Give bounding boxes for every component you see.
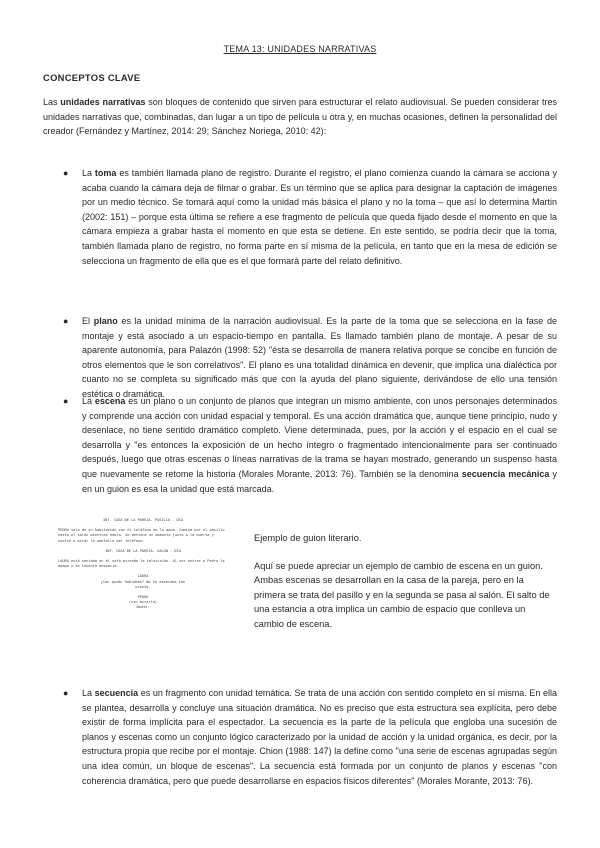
plano-text-end: es la unidad mínima de la narración audiovisual. Es la parte de la toma que se selecciona en la fase de montaje y está asociado a un espacio-tiempo en pantalla. Es llamado también plano de montaje. A pesar de su aparente autonomía, para Palazón (1998: 52) "ésta se desarrolla de manera relativa porque se concibe en función de otros elementos que le son correlativos". El plano es una totalidad dinámica en devenir, que implica una dialéctica por cuanto no se completa su significado más que con la ayuda del plano siguiente, derivándose de ello una tensión estética o dramática. <box>82 316 557 399</box>
secuencia-text-end: es un fragmento con unidad temática. Se trata de una acción con sentido completo en sí misma. En ella se plantea, desarrolla y concluye una situación dramática. No es preciso que esta estructura sea explícita, pero debe existir de forma implícita para el espectador. La secuencia es la parte de la película que engloba una sucesión de planos y escenas como un conjunto lógico caracterizado por la unidad de acción y la unidad orgánica, es decir, por la estructura propia que recibe por el montaje. Chion (1988: 147) la define como "una serie de escenas agrupadas según una idea común, un bloque de escenas". La secuencia está formada por un conjunto de planos y escenas "con coherencia dramática, pero que puede desarrollarse en espacios físicos diferentes" (Morales Morante, 2013: 76). <box>82 688 557 786</box>
toma-text-end: es también llamada plano de registro. Durante el registro, el plano comienza cuando la cámara se acciona y acaba cuando la cámara deja de filmar o grabar. Es un término que se aplica para designar la captación de imágenes por un medio técnico. Se tomará aquí como la unidad más básica el plano y no la toma – que así lo determina Martin (2002: 151) – porque esta última se refiere a ese fragmento de película que queda fijado desde el momento en que la cámara empieza a grabar hasta el momento en que esta se detiene. En este sentido, se podría decir que la toma, también llamada plano de registro, no forma parte en sí misma de la película, en tanto que en la mesa de edición se selecciona un fragmento de ella que es el que formará parte del relato definitivo. <box>82 168 557 266</box>
script-parenthetical-2: (sin mirarla) <box>128 600 158 605</box>
script-action-2: LAURA está sentada en el sofá mirando la televisión. Al ver entrar a Pedro la apaga y se levanta despacio. <box>58 559 225 569</box>
escena-text-start: La <box>82 396 95 406</box>
toma-term: toma <box>94 168 117 178</box>
escena-term: escena <box>94 396 126 406</box>
script-dialogue-1: ¿Con quién hablabas? No te esperaba tan pronto. <box>100 579 186 589</box>
example-description: Aquí se puede apreciar un ejemplo de cambio de escena en un guion. Ambas escenas se desarrollan en la casa de la pareja, pero en la primera se trata del pasillo y en la segunda se pasa al salón. El salto de una estancia a otra implica un cambio de espacio que conlleva un cambio de escena. <box>254 561 550 629</box>
secuencia-paragraph <box>82 686 557 788</box>
section-heading: CONCEPTOS CLAVE <box>43 72 141 83</box>
example-caption: Ejemplo de guion literario. <box>254 533 362 543</box>
script-dialogue-2: Nadie. <box>136 605 150 610</box>
script-example-image <box>58 518 228 678</box>
bullet-plano: ● <box>63 316 69 326</box>
bullet-secuencia: ● <box>63 688 69 698</box>
script-character-1: LAURA <box>137 574 149 579</box>
plano-paragraph <box>82 314 557 402</box>
intro-text-end: son bloques de contenido que sirven para estructurar el relato audiovisual. Se pueden considerar tres unidades narrativas que, combinadas, dan lugar a un tipo de película u otra y, en muchas ocasiones, definen la personalidad del creador (Fernández y Martínez, 2014: 29; Sánchez Noriega, 2010: 42): <box>43 97 557 137</box>
script-scene-heading-2: INT. CASA DE LA PAREJA. SALÓN - DÍA <box>105 548 181 553</box>
intro-paragraph <box>43 95 557 139</box>
document-title: TEMA 13: UNIDADES NARRATIVAS <box>223 44 377 54</box>
intro-term: unidades narrativas <box>60 97 146 107</box>
toma-paragraph <box>82 166 557 268</box>
escena-paragraph <box>82 394 557 496</box>
script-character-2: PEDRO <box>137 595 149 600</box>
escena-text-middle: es un plano o un conjunto de planos que integran un mismo ambiente, con unos personajes determinados y comprende una acción con unidad espacial y temporal. Es una acción dramática que, aunque tiene principio, nudo y desenlace, no tiene sentido dramático completo. Viene determinada, pues, por la acción y el espacio en el cual se desarrolla y "es entonces la exposición de un hecho íntegro o fragmentado intencionalmente para ser continuado después, luego que otras escenas o líneas narrativas de la trama se hayan mostrado, generando un suspenso hasta que nuevamente se retome la historia (Morales Morante, 2013: 76). También se la denomina <box>82 396 557 479</box>
secuencia-mecanica-term: secuencia mecánica <box>461 468 550 479</box>
script-scene-heading-1: INT. CASA DE LA PAREJA. PASILLO - DÍA <box>102 518 184 522</box>
intro-text-start: Las <box>43 97 61 107</box>
plano-text-start: El <box>82 316 94 326</box>
toma-text-start: La <box>82 168 95 178</box>
script-action-1: PEDRO sale de su habitación con el teléfono en la mano. Camina por el pasillo hasta el salón mientras habla. Se detiene un momento junto a la puerta y vuelve a mirar la pantalla del teléfono. <box>58 528 225 543</box>
secuencia-text-start: La <box>82 688 95 698</box>
bullet-toma: ● <box>63 168 69 178</box>
plano-term: plano <box>93 316 118 326</box>
secuencia-term: secuencia <box>94 688 139 698</box>
escena-text-end: y en un guion es esa la unidad que está marcada. <box>82 468 557 494</box>
bullet-escena: ● <box>63 396 69 406</box>
